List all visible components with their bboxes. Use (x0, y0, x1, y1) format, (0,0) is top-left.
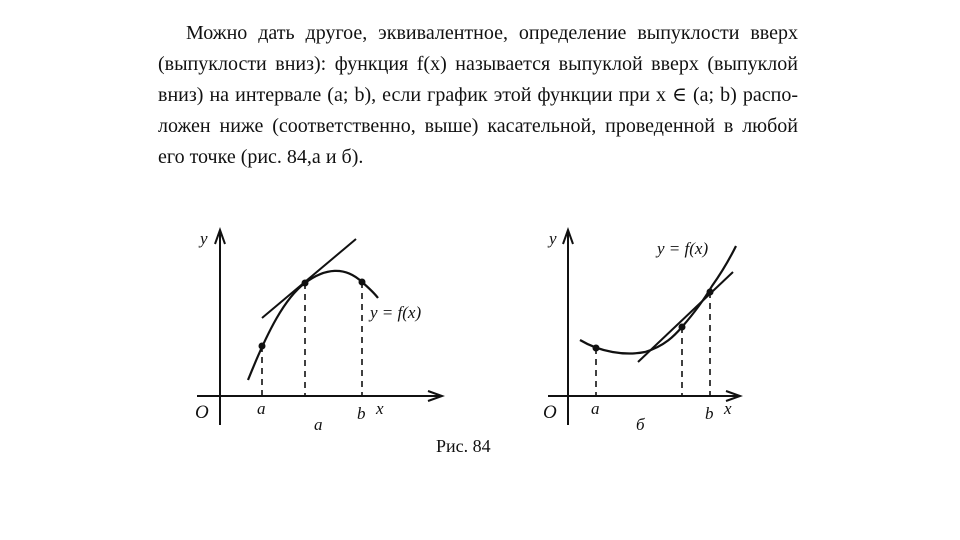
figure-b-y-label: y (549, 229, 557, 248)
figure-a-origin-label: O (195, 402, 209, 423)
figure-b-point-tangent (679, 324, 686, 331)
figure-caption: Рис. 84 (436, 436, 491, 456)
figure-b-sub-label: б (636, 415, 645, 434)
paragraph-line-2: (выпуклости вниз): функция f(x) называется выпуклой вверх (выпуклой (158, 53, 798, 75)
figure-b-origin-label: O (543, 402, 557, 423)
figure-a-curve-label: y = f(x) (370, 303, 422, 322)
figure-b-curve-label: y = f(x) (657, 239, 709, 258)
figure-b-b-label: b (705, 404, 714, 423)
figure-b-curve (580, 246, 736, 354)
figure-a-sub-label: а (314, 415, 323, 434)
figure-a-y-label: y (200, 229, 208, 248)
figure-a-b-label: b (357, 404, 366, 423)
figure-b-point-b (707, 289, 714, 296)
figure-b-point-a (593, 345, 600, 352)
figure-a-a-label: a (257, 399, 266, 418)
figure-b-axes (548, 230, 740, 425)
figure-b-dashes (596, 292, 710, 396)
figure-b-a-label: a (591, 399, 600, 418)
paragraph-line-5: его точке (рис. 84,а и б). (158, 146, 364, 168)
paragraph-line-3: вниз) на интервале (a; b), если график этой функции при x ∈ (a; b) распо- (158, 84, 798, 106)
paragraph-line-4: ложен ниже (соответственно, выше) касательной, проведенной в любой (158, 115, 798, 137)
paragraph-line-1: Можно дать другое, эквивалентное, определение выпуклости вверх (186, 22, 798, 44)
figure-b-x-label: x (724, 399, 732, 418)
figure-a-x-label: x (376, 399, 384, 418)
figure-b-tangent (638, 272, 733, 362)
